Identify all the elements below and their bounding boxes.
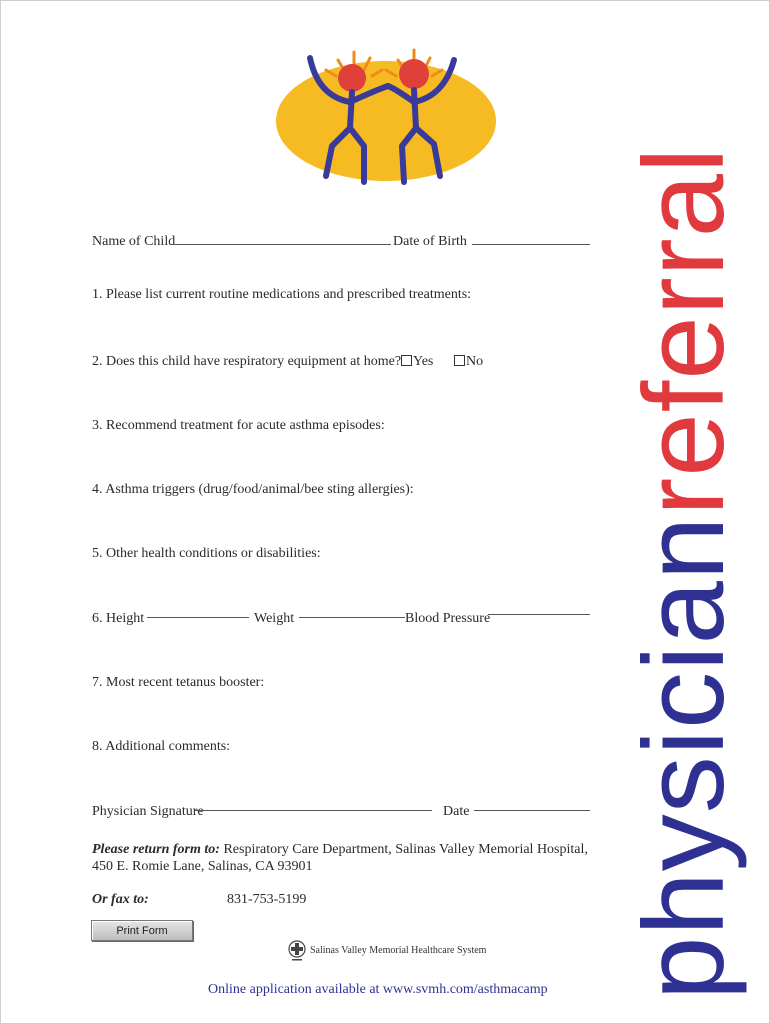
date-input-line[interactable] <box>474 810 590 811</box>
title-physician: physician <box>621 515 748 1000</box>
yes-option[interactable] <box>401 354 433 370</box>
signature-input-line[interactable] <box>194 810 432 811</box>
print-form-button[interactable]: Print Form <box>91 920 193 941</box>
name-label: Name of Child <box>92 234 176 249</box>
question-4: 4. Asthma triggers (drug/food/animal/bee sting allergies): <box>92 482 414 497</box>
question-1: 1. Please list current routine medications and prescribed treatments: <box>92 287 472 302</box>
fax-label: Or fax to: <box>92 892 149 907</box>
hospital-name: Salinas Valley Memorial Healthcare System <box>310 945 487 956</box>
return-info <box>92 841 588 875</box>
no-checkbox[interactable] <box>454 355 465 366</box>
online-application-note: Online application available at www.svmh.com/asthmacamp <box>208 982 548 997</box>
yes-checkbox[interactable] <box>401 355 412 366</box>
blood-pressure-input-line[interactable] <box>488 614 590 615</box>
blood-pressure-label: Blood Pressure <box>405 611 491 626</box>
physician-signature-label: Physician Signature <box>92 804 204 819</box>
no-label: No <box>466 354 484 369</box>
children-logo-icon <box>268 36 508 206</box>
date-label: Date <box>443 804 470 819</box>
no-option[interactable] <box>454 354 483 370</box>
return-address-2: 450 E. Romie Lane, Salinas, CA 93901 <box>92 859 313 874</box>
return-label: Please return form to: <box>92 842 220 857</box>
height-label: 6. Height <box>92 611 145 626</box>
weight-input-line[interactable] <box>299 617 405 618</box>
question-3: 3. Recommend treatment for acute asthma episodes: <box>92 418 385 433</box>
question-7: 7. Most recent tetanus booster: <box>92 675 265 690</box>
hospital-cross-icon <box>288 940 306 962</box>
dob-label: Date of Birth <box>393 234 467 249</box>
vertical-title <box>621 146 748 1000</box>
yes-label: Yes <box>413 354 434 369</box>
fax-number: 831-753-5199 <box>227 892 307 907</box>
question-5: 5. Other health conditions or disabilities: <box>92 546 321 561</box>
question-2: 2. Does this child have respiratory equipment at home? <box>92 354 402 369</box>
height-input-line[interactable] <box>147 617 249 618</box>
name-input-line[interactable] <box>171 244 391 245</box>
question-8: 8. Additional comments: <box>92 739 231 754</box>
weight-label: Weight <box>254 611 295 626</box>
return-line-1 <box>92 841 588 858</box>
hospital-branding <box>288 940 486 962</box>
title-referral: referral <box>621 146 748 516</box>
return-address-1: Respiratory Care Department, Salinas Valley Memorial Hospital, <box>223 842 588 857</box>
dob-input-line[interactable] <box>472 244 590 245</box>
